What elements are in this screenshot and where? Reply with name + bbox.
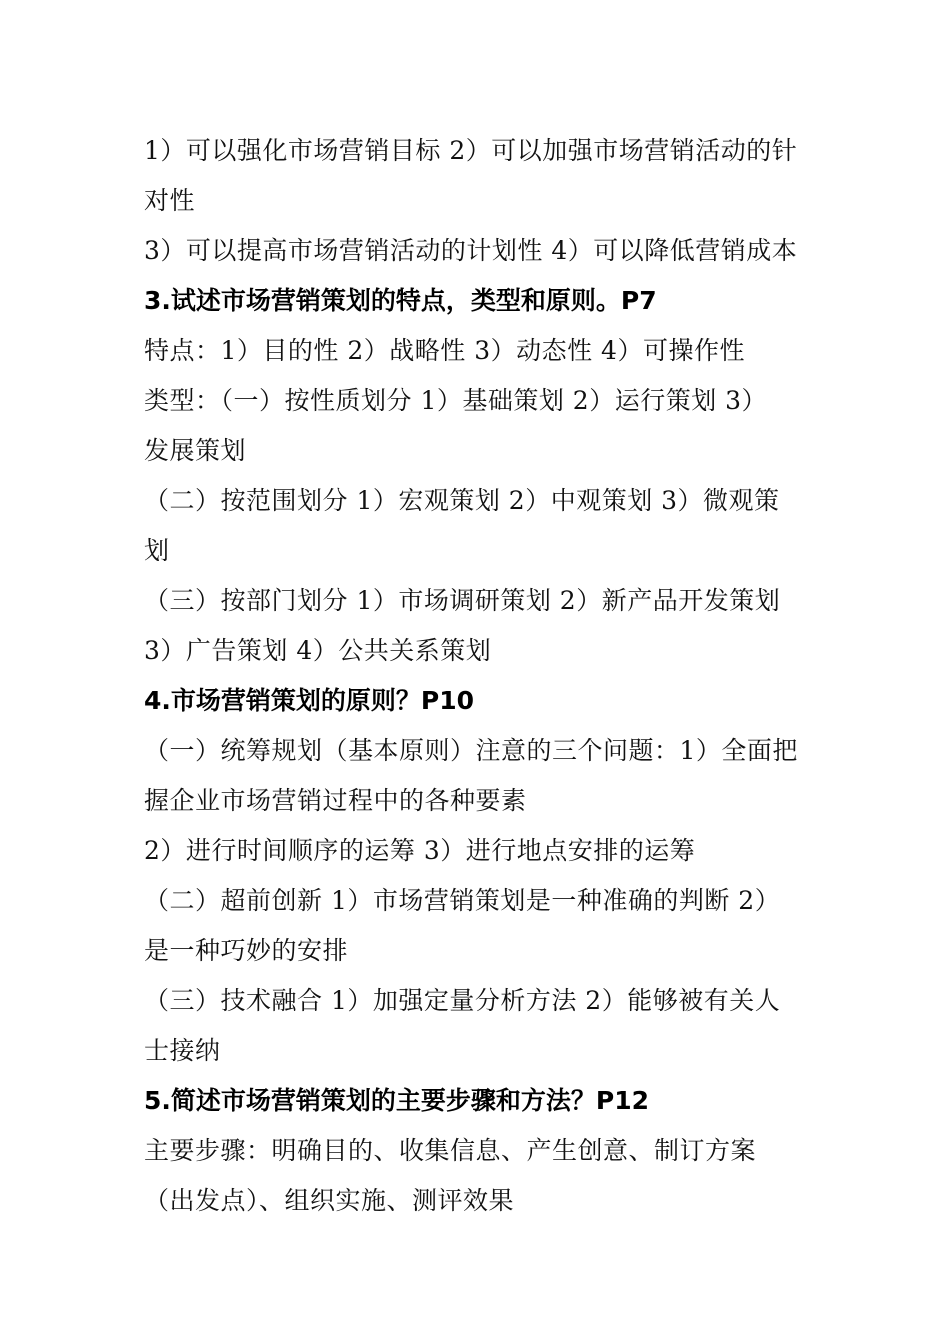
body-line: 对性 (144, 186, 196, 215)
body-line: 1）可以强化市场营销目标 2）可以加强市场营销活动的针 (144, 136, 798, 165)
body-line: 主要步骤：明确目的、收集信息、产生创意、制订方案 (144, 1136, 757, 1165)
body-line: （一）统筹规划（基本原则）注意的三个问题：1）全面把 (144, 736, 798, 765)
body-line: 特点：1）目的性 2）战略性 3）动态性 4）可操作性 (144, 336, 745, 365)
section-heading: 3.试述市场营销策划的特点，类型和原则。P7 (144, 286, 657, 315)
body-line: 握企业市场营销过程中的各种要素 (144, 786, 527, 815)
body-line: 是一种巧妙的安排 (144, 936, 349, 965)
body-line: 2）进行时间顺序的运筹 3）进行地点安排的运筹 (144, 836, 696, 865)
section-heading: 4.市场营销策划的原则？P10 (144, 686, 475, 715)
document-body (144, 126, 812, 1226)
body-line: 划 (144, 536, 170, 565)
body-line: （三）技术融合 1）加强定量分析方法 2）能够被有关人 (144, 986, 781, 1015)
body-line: 发展策划 (144, 436, 247, 465)
body-line: （二）按范围划分 1）宏观策划 2）中观策划 3）微观策 (144, 486, 780, 515)
body-line: 3）可以提高市场营销活动的计划性 4）可以降低营销成本 (144, 236, 798, 265)
body-line: （出发点）、组织实施、测评效果 (144, 1186, 515, 1215)
body-line: 士接纳 (144, 1036, 221, 1065)
body-line: 3）广告策划 4）公共关系策划 (144, 636, 492, 665)
body-line: （三）按部门划分 1）市场调研策划 2）新产品开发策划 (144, 586, 781, 615)
body-line: （二）超前创新 1）市场营销策划是一种准确的判断 2） (144, 886, 781, 915)
section-heading: 5.简述市场营销策划的主要步骤和方法？P12 (144, 1086, 650, 1115)
body-line: 类型：（一）按性质划分 1）基础策划 2）运行策划 3） (144, 386, 768, 415)
